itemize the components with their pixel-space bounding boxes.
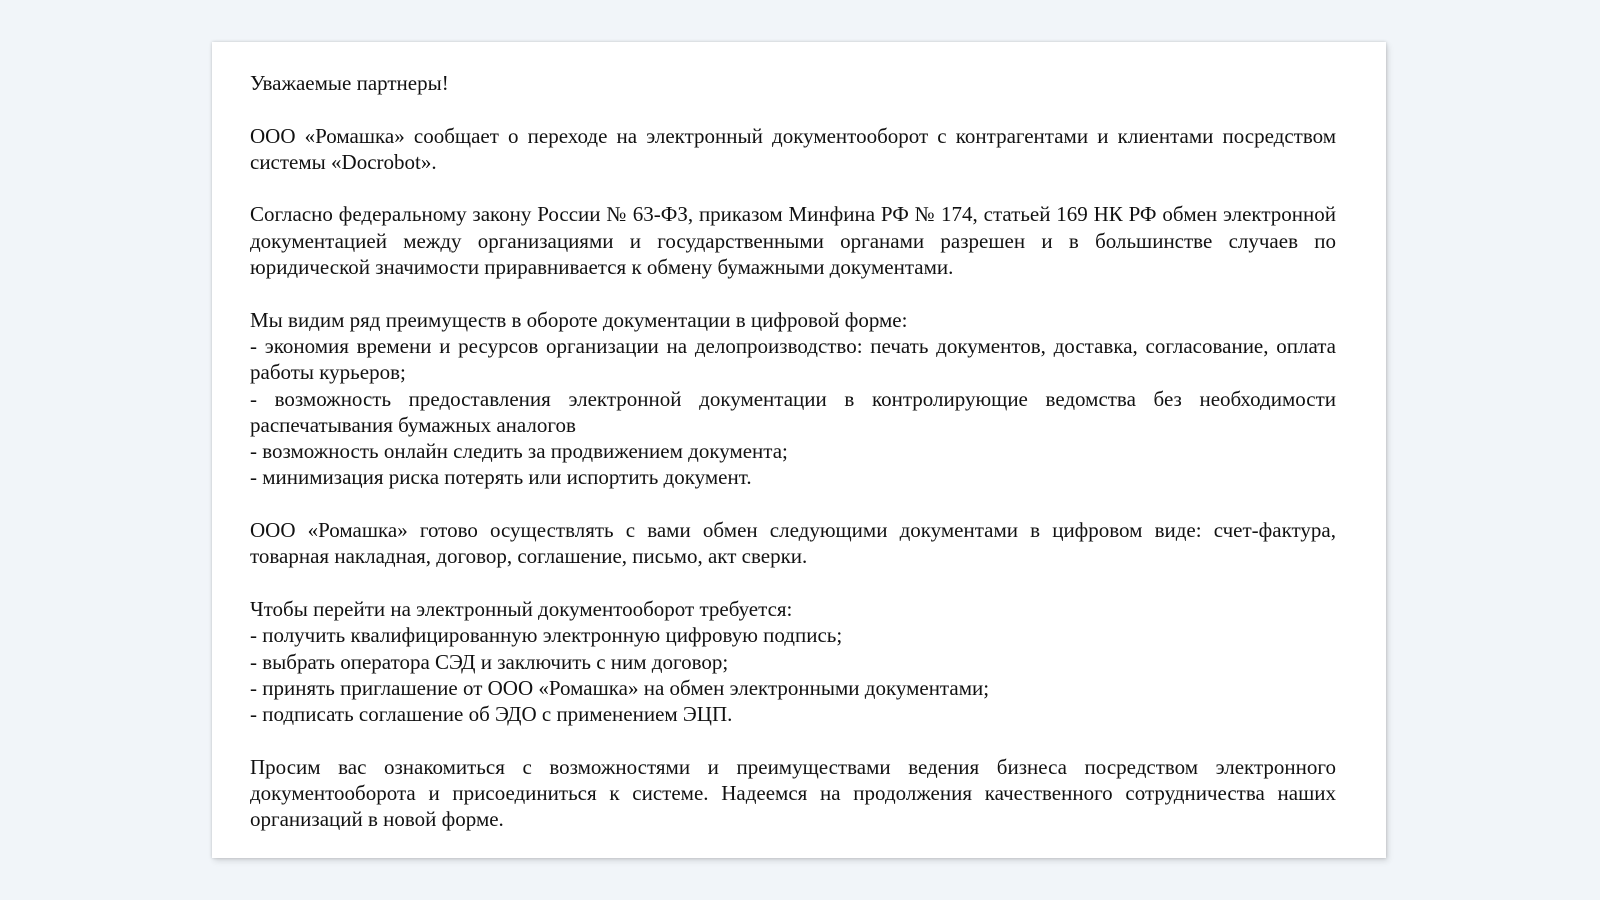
benefit-item: - возможность предоставления электронной документации в контролирующие ведомства без необходимости распечатывания бумажных аналогов [250, 386, 1336, 437]
paragraph-transition: ООО «Ромашка» сообщает о переходе на электронный документооборот с контрагентами и клиентами посредством системы «Docrobot». [250, 123, 1336, 174]
greeting: Уважаемые партнеры! [250, 71, 449, 95]
step-item: - подписать соглашение об ЭДО с применением ЭЦП. [250, 702, 733, 727]
paragraph-legal-basis: Согласно федеральному закону России № 63-ФЗ, приказом Минфина РФ № 174, статьей 169 НК РФ обмен электронной документацией между организациями и государственными органами разрешен и в большинстве случаев по юридической значимости приравнивается к обмену бумажными документами. [250, 202, 1336, 280]
paragraph-document-types: ООО «Ромашка» готово осуществлять с вами обмен следующими документами в цифровом виде: счет-фактура, товарная накладная, договор, соглашение, письмо, акт сверки. [250, 518, 1336, 569]
benefits-section [250, 307, 1336, 491]
benefits-intro: Мы видим ряд преимуществ в обороте документации в цифровой форме: [250, 307, 908, 332]
step-item: - выбрать оператора СЭД и заключить с ним договор; [250, 649, 729, 674]
step-item: - получить квалифицированную электронную цифровую подпись; [250, 623, 843, 648]
benefit-item: - возможность онлайн следить за продвижением документа; [250, 439, 788, 464]
document-page [212, 42, 1386, 858]
step-item: - принять приглашение от ООО «Ромашка» на обмен электронными документами; [250, 675, 990, 700]
steps-intro: Чтобы перейти на электронный документооборот требуется: [250, 596, 793, 621]
steps-section [250, 596, 1336, 727]
paragraph-closing: Просим вас ознакомиться с возможностями и преимуществами ведения бизнеса посредством электронного документооборота и присоединиться к системе. Надеемся на продолжения качественного сотрудничества наших организаций в новой форме. [250, 754, 1336, 832]
benefit-item: - минимизация риска потерять или испортить документ. [250, 465, 752, 490]
benefit-item: - экономия времени и ресурсов организации на делопроизводство: печать документов, доставка, согласование, оплата работы курьеров; [250, 333, 1336, 385]
